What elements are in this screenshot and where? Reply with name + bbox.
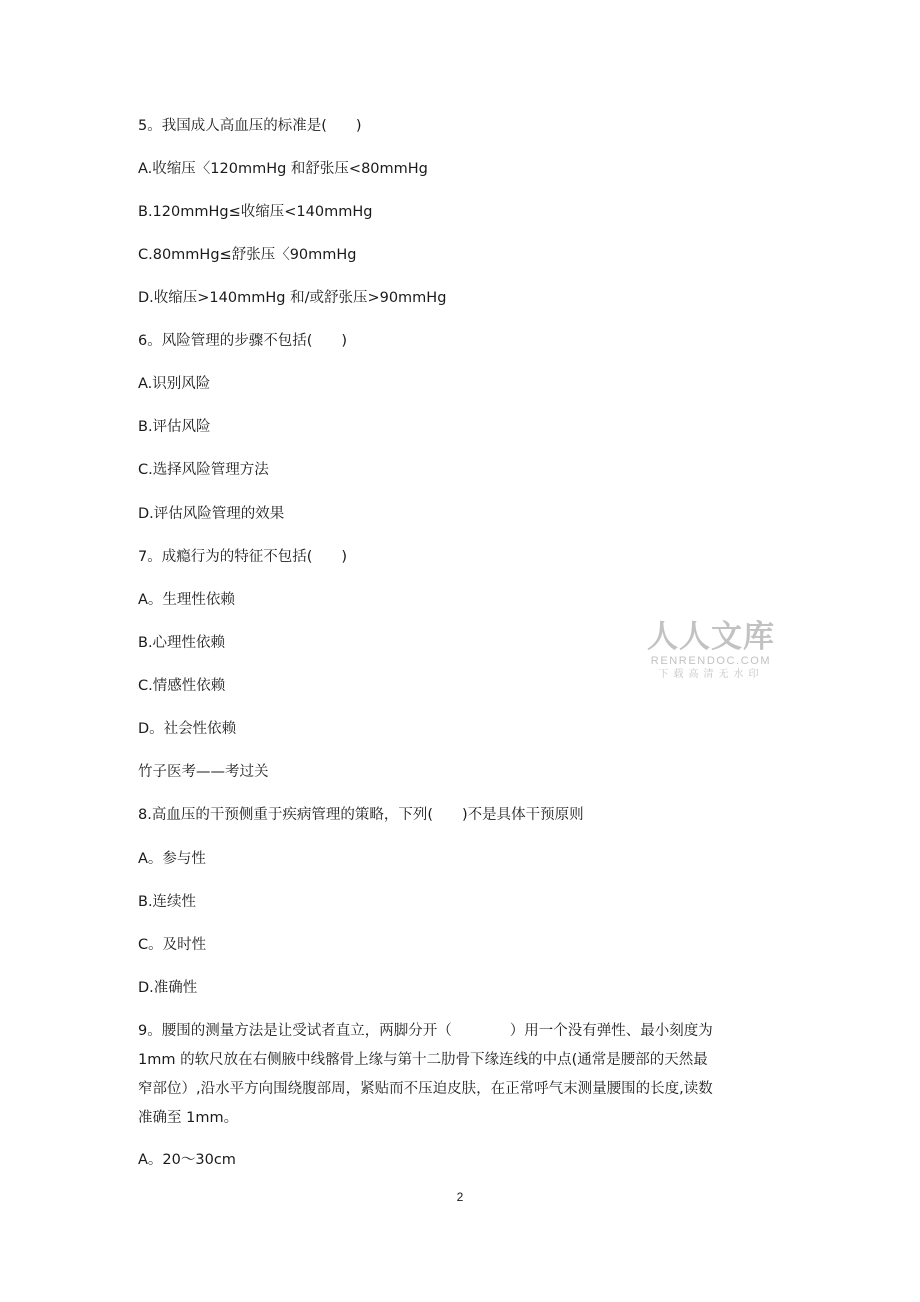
question-7-option-d: D。社会性依赖	[138, 721, 237, 737]
question-9-stem-line: 准确至 1mm。	[138, 1110, 239, 1126]
watermark	[646, 620, 776, 682]
question-8-option-c: C。及时性	[138, 937, 207, 953]
watermark-url: RENRENDOC.COM	[650, 655, 772, 667]
question-8-option-a: A。参与性	[138, 851, 206, 867]
question-9-stem-line: 9。腰围的测量方法是让受试者直立，两脚分开（ ）用一个没有弹性、最小刻度为	[138, 1023, 713, 1039]
question-9-stem-line: 1mm 的软尺放在右侧腋中线髂骨上缘与第十二肋骨下缘连线的中点(通常是腰部的天然最	[138, 1052, 708, 1068]
question-5-option-d: D.收缩压>140mmHg 和/或舒张压>90mmHg	[138, 290, 447, 306]
page-number: 2	[456, 1190, 464, 1204]
brand-line: 竹子医考——考过关	[138, 764, 269, 780]
question-9-stem	[138, 1017, 788, 1133]
watermark-title: 人人文库	[647, 619, 775, 655]
question-5-option-b: B.120mmHg≤收缩压<140mmHg	[138, 204, 373, 220]
question-5-option-c: C.80mmHg≤舒张压〈90mmHg	[138, 247, 357, 263]
question-8-stem: 8.高血压的干预侧重于疾病管理的策略，下列( )不是具体干预原则	[138, 807, 584, 823]
question-7-option-b: B.心理性依赖	[138, 635, 226, 651]
question-7-option-a: A。生理性依赖	[138, 592, 235, 608]
question-5-stem: 5。我国成人高血压的标准是( )	[138, 118, 362, 134]
watermark-subtitle: 下载高清无水印	[658, 669, 764, 680]
question-8-option-d: D.准确性	[138, 980, 198, 996]
question-6-option-a: A.识别风险	[138, 376, 211, 392]
question-8-option-b: B.连续性	[138, 894, 197, 910]
question-9-option-a: A。20～30cm	[138, 1152, 236, 1168]
question-6-option-d: D.评估风险管理的效果	[138, 506, 285, 522]
question-9-stem-line: 窄部位）,沿水平方向围绕腹部周，紧贴而不压迫皮肤，在正常呼气末测量腰围的长度,读数	[138, 1081, 713, 1097]
question-6-stem: 6。风险管理的步骤不包括( )	[138, 333, 348, 349]
question-6-option-c: C.选择风险管理方法	[138, 462, 269, 478]
question-7-option-c: C.情感性依赖	[138, 678, 226, 694]
question-5-option-a: A.收缩压〈120mmHg 和舒张压<80mmHg	[138, 161, 428, 177]
question-7-stem: 7。成瘾行为的特征不包括( )	[138, 549, 348, 565]
question-6-option-b: B.评估风险	[138, 419, 211, 435]
